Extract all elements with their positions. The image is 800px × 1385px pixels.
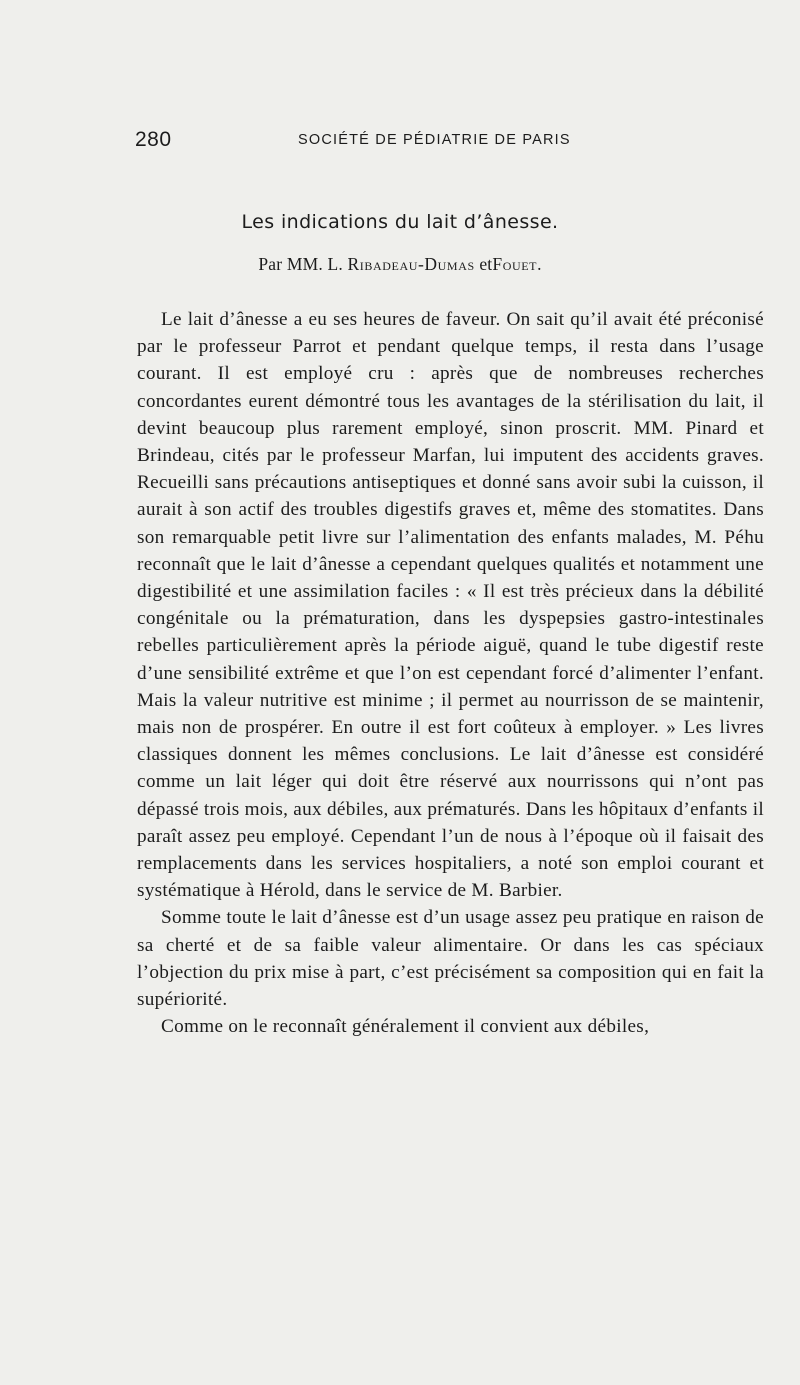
author-name: Fouet: [492, 254, 538, 274]
authors-prefix: Par MM. L.: [258, 254, 343, 274]
article-body: [137, 306, 764, 1040]
authors-line: [0, 254, 800, 275]
paragraph: Somme toute le lait d’ânesse est d’un usage assez peu pratique en raison de sa cherté et de sa faible valeur alimentaire. Or dans les cas spéciaux l’objection du prix mise à part, c’est précisément sa composition qui en fait la supériorité.: [137, 907, 764, 1011]
authors-suffix: .: [537, 254, 542, 274]
author-name: Ribadeau-Dumas: [347, 254, 475, 274]
article-title: Les indications du lait d’ânesse.: [241, 211, 559, 233]
authors-joiner: et: [479, 254, 493, 274]
page-number: 280: [135, 128, 172, 151]
running-header: SOCIÉTÉ DE PÉDIATRIE DE PARIS: [298, 132, 571, 148]
paragraph: Le lait d’ânesse a eu ses heures de faveur. On sait qu’il avait été préconisé par le professeur Parrot et pendant quelque temps, il resta dans l’usage courant. Il est employé cru : après que de nombreuses recherches concordantes eurent démontré tous les avantages de la stérilisation du lait, il devint beaucoup plus rarement employé, sinon proscrit. MM. Pinard et Brindeau, cités par le professeur Marfan, lui imputent des accidents graves. Recueilli sans précautions antiseptiques et donné sans avoir subi la cuisson, il aurait à son actif des troubles digestifs graves et, même des stomatites. Dans son remarquable petit livre sur l’alimentation des enfants malades, M. Péhu reconnaît que le lait d’ânesse a cependant quelques qualités et notamment une digestibilité et une assimilation faciles : « Il est très précieux dans la débilité congénitale ou la prématuration, dans les dyspepsies gastro-intestinales rebelles particulièrement après la période aiguë, quand le tube digestif reste d’une sensibilité extrême et que l’on est cependant forcé d’alimenter l’enfant. Mais la valeur nutritive est minime ; il permet au nourrisson de se maintenir, mais non de prospérer. En outre il est fort coûteux à employer. » Les livres classiques donnent les mêmes conclusions. Le lait d’ânesse est considéré comme un lait léger qui doit être réservé aux nourrissons qui n’ont pas dépassé trois mois, aux débiles, aux prématurés. Dans les hôpitaux d’enfants il paraît assez peu employé. Cependant l’un de nous à l’époque où il faisait des remplacements dans les services hospitaliers, a noté son emploi courant et systématique à Hérold, dans le service de M. Barbier.: [137, 309, 764, 902]
paragraph: Comme on le reconnaît généralement il convient aux débiles,: [161, 1016, 650, 1038]
